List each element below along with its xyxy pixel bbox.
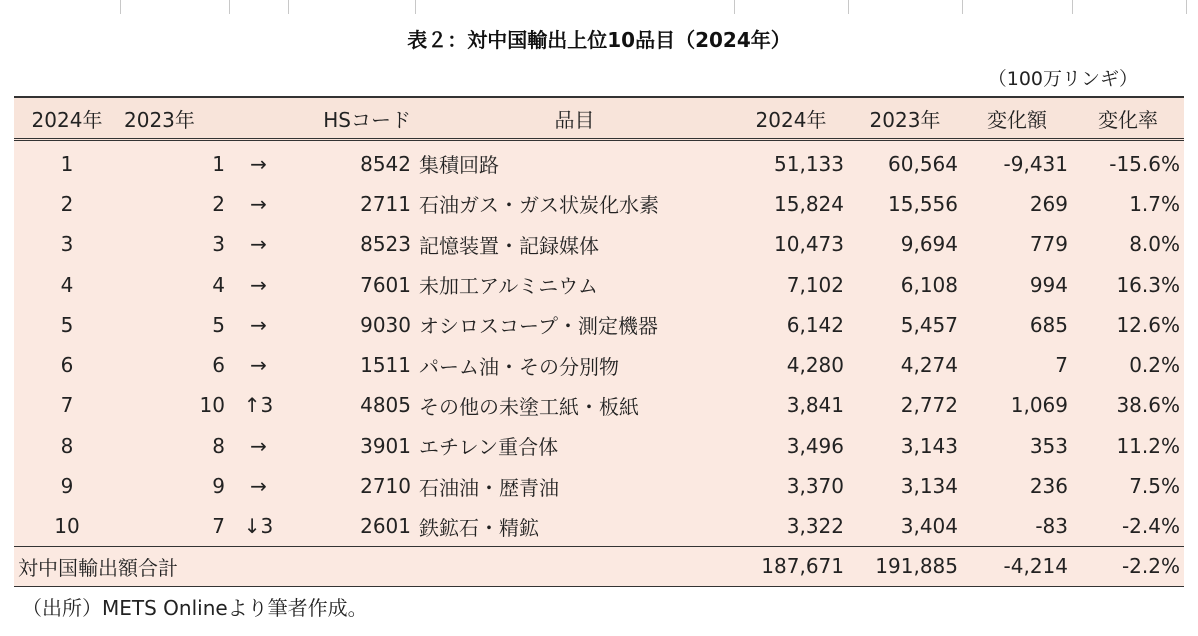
rank-2024: 4 (60, 272, 74, 297)
value-2023: 3,134 (900, 474, 958, 499)
ruler-tick (962, 0, 963, 14)
value-2023: 5,457 (900, 312, 958, 337)
total-label: 対中国輸出額合計 (18, 555, 178, 580)
value-2024: 4,280 (786, 353, 844, 378)
ruler-tick (229, 0, 230, 14)
ruler-tick (1072, 0, 1073, 14)
hs-code: 8542 (360, 151, 411, 176)
rank-2023: 6 (212, 353, 225, 378)
value-2024: 3,496 (786, 433, 844, 458)
value-2024: 51,133 (774, 151, 844, 176)
rank-movement: → (250, 474, 267, 499)
table-row (14, 385, 1184, 425)
hs-code: 8523 (360, 232, 411, 257)
rank-movement: → (250, 272, 267, 297)
rank-movement: → (250, 433, 267, 458)
header-change-rate: 変化率 (1098, 107, 1158, 132)
header-hs-code: HSコード (323, 107, 411, 132)
total-row (14, 546, 1184, 586)
table-row (14, 305, 1184, 345)
item-name: オシロスコープ・測定機器 (419, 314, 658, 339)
header-item: 品目 (554, 107, 595, 132)
table-header (14, 97, 1184, 140)
change-amount: 685 (1029, 312, 1068, 337)
rank-movement: → (250, 232, 267, 257)
change-amount: 353 (1029, 433, 1068, 458)
hs-code: 7601 (360, 272, 411, 297)
total-value-2024: 187,671 (761, 554, 844, 579)
ruler-tick (848, 0, 849, 14)
header-value-2024: 2024年 (755, 107, 827, 132)
table-row (14, 184, 1184, 224)
change-rate: -2.4% (1121, 514, 1180, 539)
table-row (14, 506, 1184, 546)
rank-2024: 8 (60, 433, 74, 458)
total-change-amount: -4,214 (1003, 554, 1068, 579)
rank-2023: 9 (212, 474, 225, 499)
change-rate: 11.2% (1116, 433, 1180, 458)
hs-code: 1511 (360, 353, 411, 378)
change-amount: -83 (1035, 514, 1068, 539)
rank-2023: 4 (212, 272, 225, 297)
item-name: 集積回路 (419, 153, 499, 178)
item-name: 記憶装置・記録媒体 (419, 233, 599, 258)
export-table-container (14, 96, 1184, 587)
rank-2024: 2 (60, 191, 74, 216)
rank-movement: → (250, 191, 267, 216)
item-name: 石油油・歴青油 (419, 475, 559, 500)
rank-2024: 5 (60, 312, 74, 337)
rank-movement: ↑3 (243, 393, 274, 418)
rank-movement: → (250, 312, 267, 337)
change-rate: -15.6% (1109, 151, 1180, 176)
change-rate: 1.7% (1129, 191, 1180, 216)
table-body (14, 140, 1184, 587)
change-amount: -9,431 (1003, 151, 1068, 176)
rank-2024: 6 (60, 353, 74, 378)
table-row (14, 426, 1184, 466)
rank-2023: 7 (212, 514, 225, 539)
value-2024: 6,142 (786, 312, 844, 337)
change-rate: 16.3% (1116, 272, 1180, 297)
header-row (14, 97, 1184, 140)
value-2024: 7,102 (786, 272, 844, 297)
item-name: その他の未塗工紙・板紙 (419, 394, 639, 419)
source-note: （出所）METS Onlineより筆者作成。 (22, 596, 368, 620)
change-amount: 779 (1029, 232, 1068, 257)
rank-2024: 7 (60, 393, 74, 418)
rank-2024: 1 (60, 151, 74, 176)
value-2023: 6,108 (900, 272, 958, 297)
change-rate: 8.0% (1129, 232, 1180, 257)
value-2024: 3,841 (786, 393, 844, 418)
rank-2023: 1 (212, 151, 225, 176)
change-amount: 236 (1029, 474, 1068, 499)
rank-2024: 9 (60, 474, 74, 499)
table-row (14, 224, 1184, 264)
value-2024: 15,824 (774, 191, 844, 216)
hs-code: 2711 (360, 191, 411, 216)
hs-code: 2710 (360, 474, 411, 499)
hs-code: 9030 (360, 312, 411, 337)
header-rank-2023: 2023年 (124, 107, 195, 132)
header-value-2023: 2023年 (869, 107, 941, 132)
value-2023: 15,556 (888, 191, 958, 216)
item-name: パーム油・その分別物 (419, 354, 619, 379)
table-row (14, 264, 1184, 304)
value-2023: 60,564 (888, 151, 958, 176)
ruler-tick (734, 0, 735, 14)
rank-2024: 10 (54, 514, 80, 539)
rank-2023: 3 (212, 232, 225, 257)
change-rate: 38.6% (1116, 393, 1180, 418)
unit-label: （100万リンギ） (987, 68, 1138, 90)
rank-2023: 10 (199, 393, 225, 418)
header-change-amount: 変化額 (987, 107, 1047, 132)
table-title: 表２：対中国輸出上位10品目（2024年） (407, 28, 791, 52)
total-value-2023: 191,885 (875, 554, 958, 579)
rank-2023: 5 (212, 312, 225, 337)
value-2023: 2,772 (900, 393, 958, 418)
change-rate: 12.6% (1116, 312, 1180, 337)
item-name: 未加工アルミニウム (419, 274, 598, 299)
ruler-tick (415, 0, 416, 14)
header-rank-2024: 2024年 (31, 107, 103, 132)
value-2023: 3,143 (900, 433, 958, 458)
ruler-tick (1186, 0, 1187, 14)
hs-code: 4805 (360, 393, 411, 418)
ruler-tick (288, 0, 289, 14)
rank-movement: ↓3 (243, 514, 274, 539)
change-amount: 1,069 (1010, 393, 1068, 418)
hs-code: 2601 (360, 514, 411, 539)
header-rank-change (229, 97, 288, 140)
value-2023: 9,694 (900, 232, 958, 257)
value-2024: 3,322 (786, 514, 844, 539)
item-name: 鉄鉱石・精鉱 (419, 515, 539, 540)
change-amount: 269 (1029, 191, 1068, 216)
value-2023: 4,274 (900, 353, 958, 378)
change-rate: 0.2% (1129, 353, 1180, 378)
hs-code: 3901 (360, 433, 411, 458)
rank-2023: 8 (212, 433, 225, 458)
table-row (14, 466, 1184, 506)
total-change-rate: -2.2% (1121, 554, 1180, 579)
table-row (14, 345, 1184, 385)
value-2024: 3,370 (786, 474, 844, 499)
ruler-tick (120, 0, 121, 14)
rank-2024: 3 (60, 232, 74, 257)
change-amount: 994 (1029, 272, 1068, 297)
rank-2023: 2 (212, 191, 225, 216)
change-rate: 7.5% (1129, 474, 1180, 499)
export-table (14, 96, 1184, 587)
value-2023: 3,404 (900, 514, 958, 539)
rank-movement: → (250, 353, 267, 378)
item-name: エチレン重合体 (419, 435, 559, 460)
rank-movement: → (250, 151, 267, 176)
change-amount: 7 (1055, 353, 1068, 378)
table-row (14, 144, 1184, 184)
value-2024: 10,473 (774, 232, 844, 257)
item-name: 石油ガス・ガス状炭化水素 (419, 193, 659, 218)
